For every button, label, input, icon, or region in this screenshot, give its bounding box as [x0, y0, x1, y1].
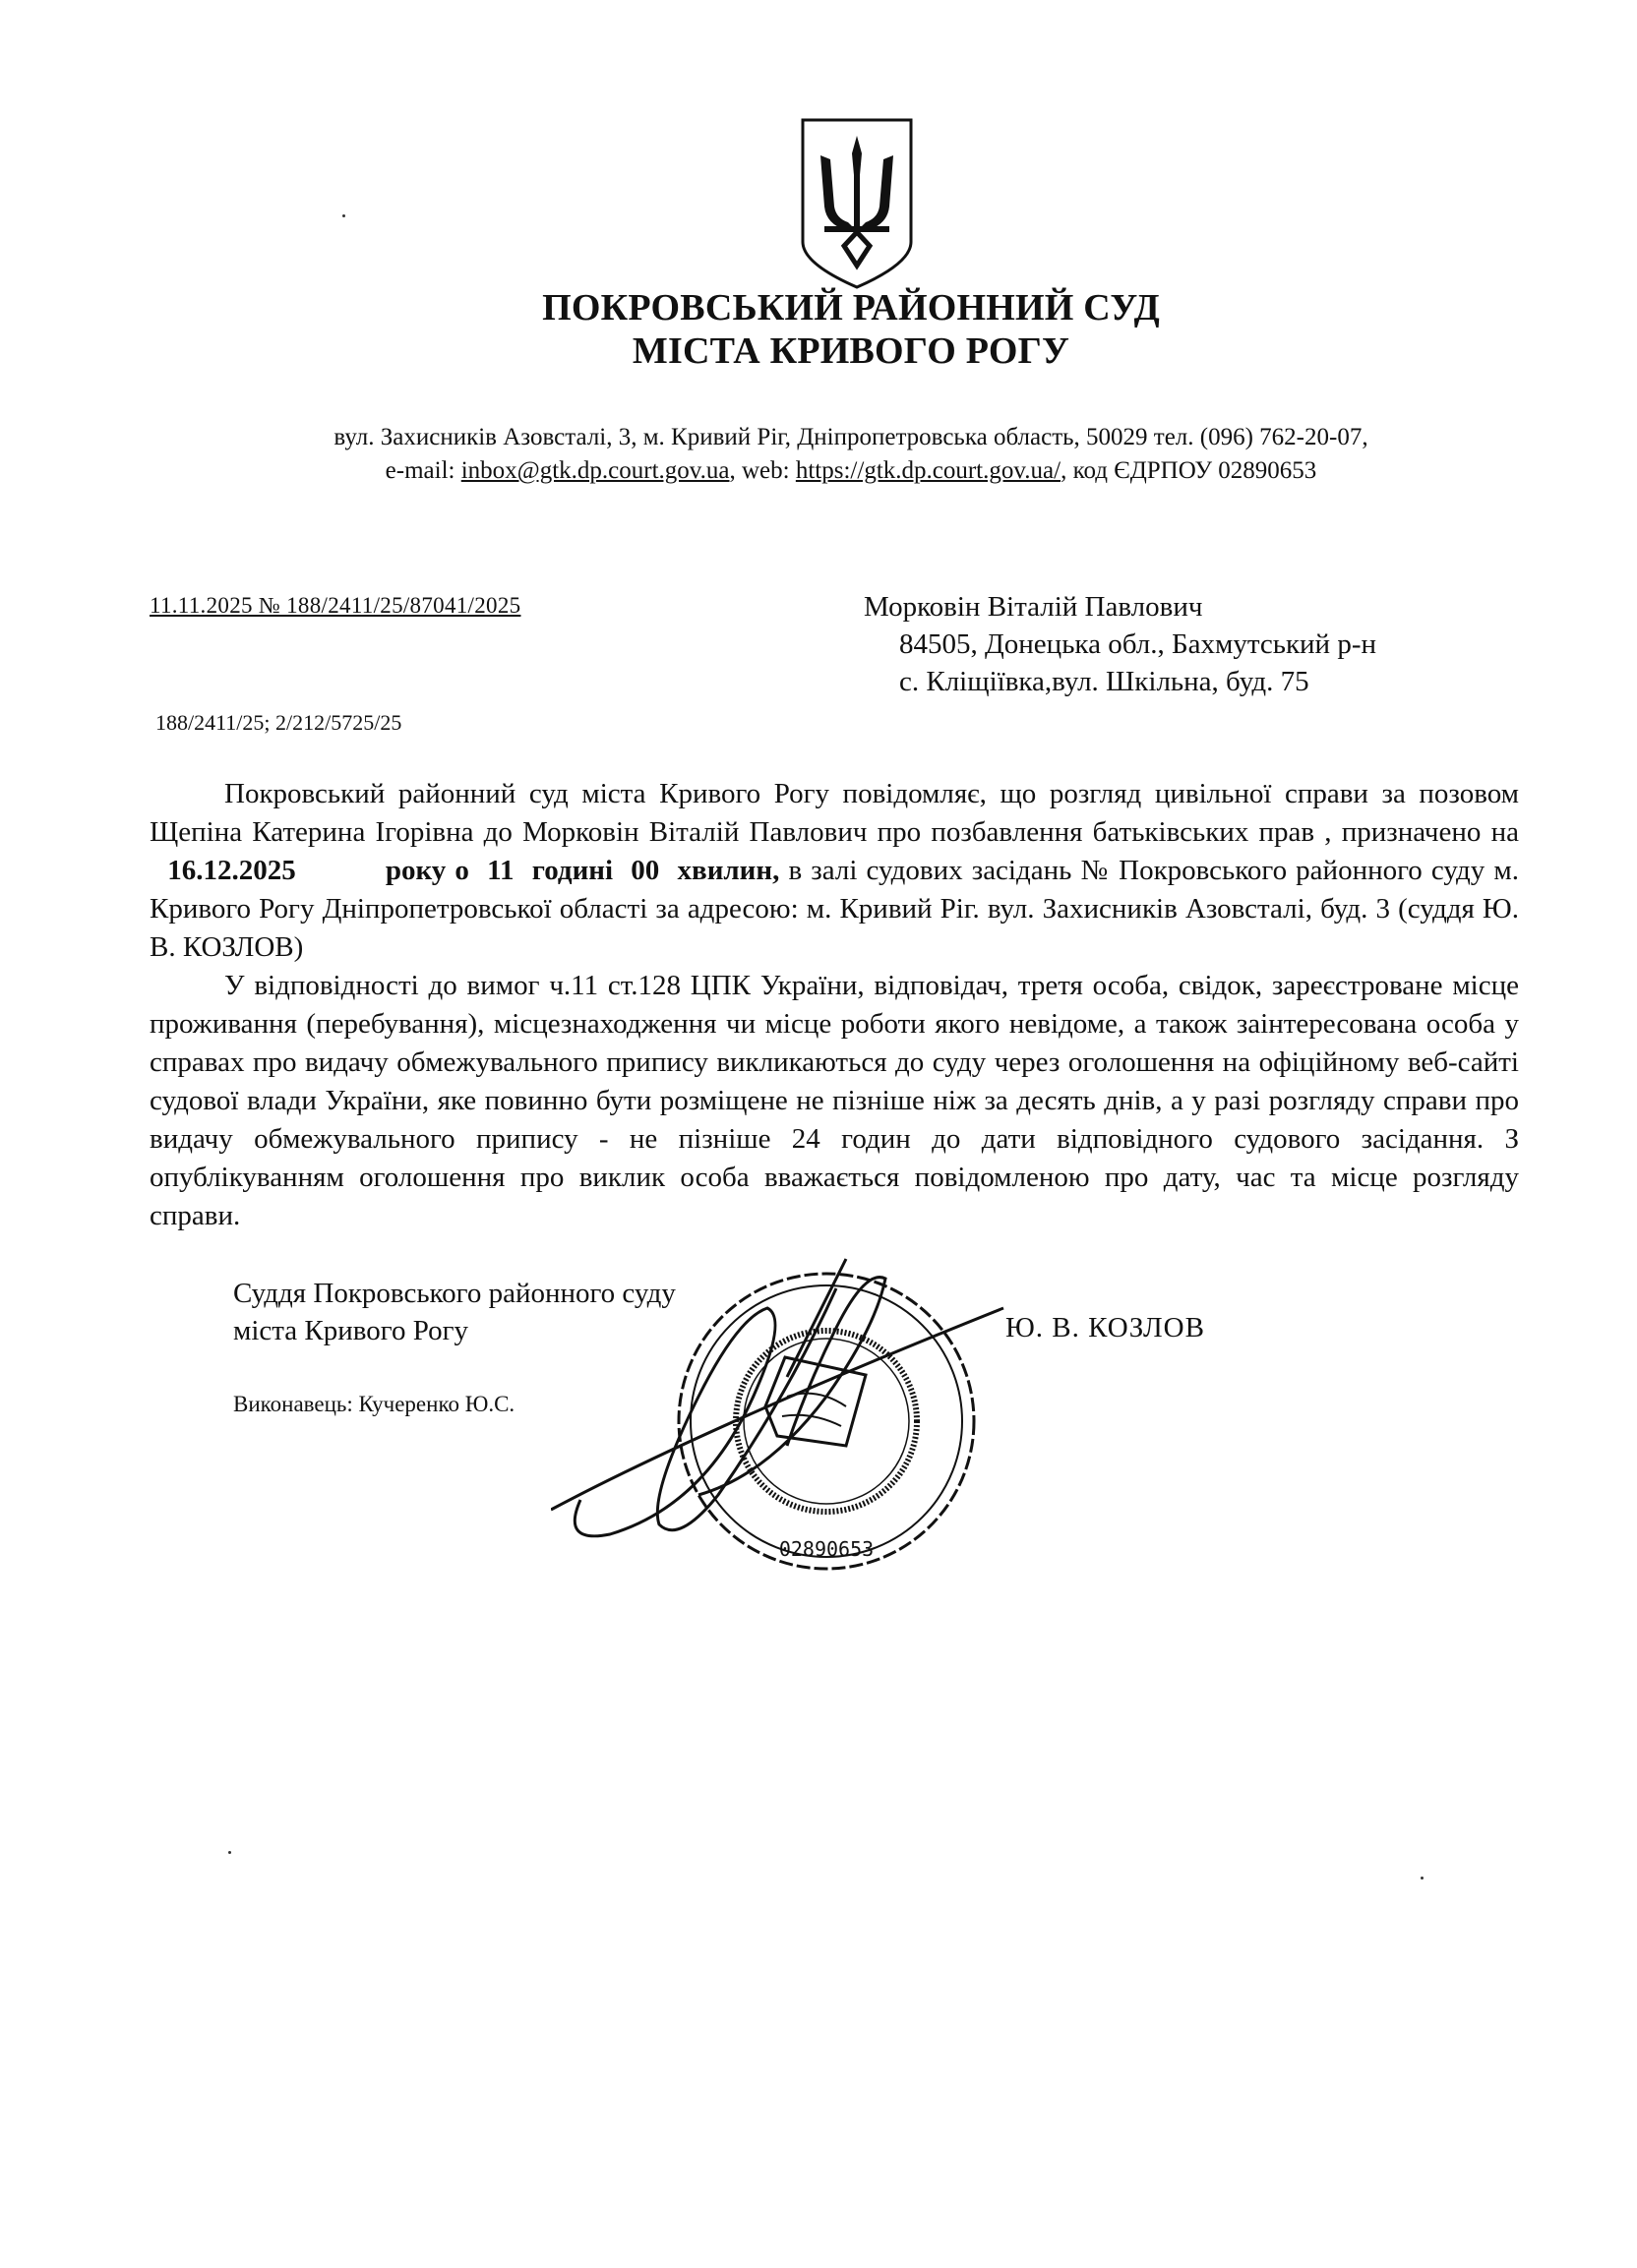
- recipient-address-line1: 84505, Донецька обл., Бахмутський р-н: [899, 628, 1376, 660]
- web-link[interactable]: https://gtk.dp.court.gov.ua/: [795, 457, 1061, 484]
- recipient-block: [864, 588, 1376, 700]
- court-city-title: МІСТА КРИВОГО РОГУ: [632, 330, 1070, 372]
- notice-paragraph-1: [150, 775, 1519, 967]
- hearing-hour: 11: [487, 855, 515, 886]
- handwritten-signature-icon: [551, 1259, 1003, 1536]
- web-label: , web:: [729, 457, 796, 484]
- court-name-title: ПОКРОВСЬКИЙ РАЙОННИЙ СУД: [542, 287, 1160, 328]
- signature-title-line1: Суддя Покровського районного суду: [233, 1278, 676, 1309]
- recipient-name: Морковін Віталій Павлович: [864, 591, 1203, 623]
- hearing-date: 16.12.2025: [167, 855, 296, 886]
- seal-code: 02890653: [778, 1537, 875, 1561]
- email-label: e-mail:: [385, 457, 461, 484]
- notice-text-venue: в залі судових засідань № Покровського районного суду м. Кривого Рогу Дніпропетровської області за адресою: м. Кривий Ріг. вул. Захисників Азовсталі, буд. 3 (суддя Ю. В. КОЗЛОВ): [150, 855, 1520, 963]
- scan-speck: [342, 214, 345, 217]
- outgoing-reference: 11.11.2025 № 188/2411/25/87041/2025: [150, 593, 521, 618]
- court-contacts: [0, 454, 1637, 488]
- minutes-label: хвилин,: [677, 855, 780, 886]
- hearing-year-label: року о: [385, 855, 479, 886]
- executor-name: Виконавець: Кучеренко Ю.С.: [233, 1392, 515, 1416]
- recipient-address-line2: с. Кліщіївка,вул. Шкільна, буд. 75: [899, 666, 1309, 697]
- coat-of-arms-icon: [797, 116, 917, 291]
- notice-paragraph-2: У відповідності до вимог ч.11 ст.128 ЦПК України, відповідач, третя особа, свідок, зареєстроване місце проживання (перебування), місцезнаходження чи місце роботи якого невідоме, а також заінтересована особа у справах про видачу обмежувального припису викликаються до суду через оголошення на офіційному веб-сайті судової влади України, яке повинно бути розміщене не пізніше ніж за десять днів, а у разі розгляду справи про видачу обмежувального припису - не пізніше 24 годин до дати відповідного судового засідання. З опублікуванням оголошення про виклик особа вважається повідомленою про дату, час та місце розгляду справи.: [150, 970, 1519, 1231]
- notice-body: [150, 775, 1519, 1235]
- notice-text: Покровський районний суд міста Кривого Рогу повідомляє, що розгляд цивільної справи за позовом Щепіна Катерина Ігорівна до Морковін Віталій Павлович про позбавлення батьківських прав , призначено на: [150, 778, 1519, 848]
- court-seal-icon: [551, 1249, 1023, 1574]
- hearing-minutes: 00: [631, 855, 660, 886]
- court-address: вул. Захисників Азовсталі, 3, м. Кривий Ріг, Дніпропетровська область, 50029 тел. (096) 762-20-07,: [333, 424, 1368, 450]
- edrpou-code: , код ЄДРПОУ 02890653: [1061, 457, 1317, 484]
- scan-speck: [228, 1851, 231, 1854]
- hours-label: годині: [531, 855, 614, 886]
- email-link[interactable]: inbox@gtk.dp.court.gov.ua: [460, 457, 730, 484]
- judge-name: Ю. В. КОЗЛОВ: [1005, 1312, 1205, 1343]
- signature-title-line2: міста Кривого Рогу: [233, 1315, 469, 1346]
- scan-speck: [1421, 1877, 1424, 1880]
- case-numbers: 188/2411/25; 2/212/5725/25: [155, 710, 402, 735]
